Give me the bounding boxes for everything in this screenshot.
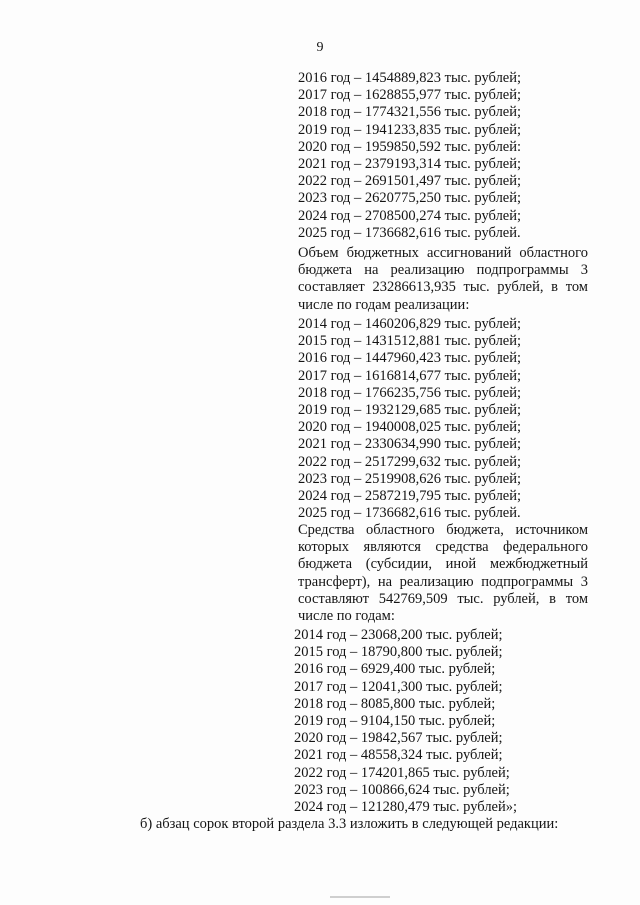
- list-item: 2021 год – 2330634,990 тыс. рублей;: [298, 436, 522, 453]
- list-item: 2015 год – 18790,800 тыс. рублей;: [294, 644, 503, 661]
- list-item: 2020 год – 1940008,025 тыс. рублей;: [298, 419, 522, 436]
- list-item: 2014 год – 1460206,829 тыс. рублей;: [298, 316, 522, 332]
- list-item: 2024 год – 2587219,795 тыс. рублей;: [298, 487, 522, 504]
- list-item: 2018 год – 1774321,556 тыс. рублей;: [298, 104, 522, 121]
- list-item: 2018 год – 1766235,756 тыс. рублей;: [298, 384, 522, 401]
- list-item: 2021 год – 48558,324 тыс. рублей;: [294, 747, 503, 764]
- list-item: 2017 год – 1628855,977 тыс. рублей;: [298, 87, 522, 104]
- paragraph-federal-funds: Средства областного бюджета, источником которых являются средства федерального бюджета (субсидии, иной межбюджетный трансферт), на реализацию подпрограммы 3 составляют 542769,509 тыс. рублей, в том числе по годам:: [298, 522, 588, 625]
- paragraph-regional-budget: Объем бюджетных ассигнований областного бюджета на реализацию подпрограммы 3 составляет 23286613,935 тыс. рублей, в том числе по годам реализации:: [298, 245, 588, 313]
- budget-list-2016-2025: [298, 70, 588, 242]
- list-item: 2017 год – 1616814,677 тыс. рублей;: [298, 367, 522, 384]
- list-item: 2015 год – 1431512,881 тыс. рублей;: [298, 333, 522, 350]
- list-item: 2024 год – 121280,479 тыс. рублей»;: [294, 798, 518, 815]
- list-item: 2023 год – 2519908,626 тыс. рублей;: [298, 470, 522, 487]
- list-item: 2016 год – 6929,400 тыс. рублей;: [294, 661, 496, 678]
- list-item: 2017 год – 12041,300 тыс. рублей;: [294, 678, 503, 695]
- list-item: 2019 год – 1932129,685 тыс. рублей;: [298, 401, 522, 418]
- list-item: 2020 год – 19842,567 тыс. рублей;: [294, 730, 503, 747]
- list-item: 2018 год – 8085,800 тыс. рублей;: [294, 695, 496, 712]
- list-item: 2019 год – 1941233,835 тыс. рублей;: [298, 121, 522, 138]
- budget-list-2014-2025: [298, 316, 588, 522]
- list-item: 2020 год – 1959850,592 тыс. рублей:: [298, 138, 522, 155]
- list-item: 2021 год – 2379193,314 тыс. рублей;: [298, 155, 522, 172]
- list-item: 2016 год – 1447960,423 тыс. рублей;: [298, 350, 522, 367]
- list-item: 2025 год – 1736682,616 тыс. рублей.: [298, 224, 521, 241]
- scan-artifact: [330, 896, 390, 898]
- federal-funds-list-2014-2024: [294, 627, 584, 816]
- list-item: 2016 год – 1454889,823 тыс. рублей;: [298, 70, 522, 86]
- list-item: 2022 год – 2691501,497 тыс. рублей;: [298, 173, 522, 190]
- list-item: 2023 год – 100866,624 тыс. рублей;: [294, 781, 510, 798]
- amendment-instruction: б) абзац сорок второй раздела 3.3 изложить в следующей редакции:: [140, 816, 559, 832]
- list-item: 2022 год – 2517299,632 тыс. рублей;: [298, 453, 522, 470]
- list-item: 2014 год – 23068,200 тыс. рублей;: [294, 627, 503, 643]
- list-item: 2022 год – 174201,865 тыс. рублей;: [294, 764, 510, 781]
- list-item: 2024 год – 2708500,274 тыс. рублей;: [298, 207, 522, 224]
- page-number: 9: [316, 40, 324, 55]
- list-item: 2019 год – 9104,150 тыс. рублей;: [294, 712, 496, 729]
- list-item: 2023 год – 2620775,250 тыс. рублей;: [298, 190, 522, 207]
- list-item: 2025 год – 1736682,616 тыс. рублей.: [298, 505, 521, 522]
